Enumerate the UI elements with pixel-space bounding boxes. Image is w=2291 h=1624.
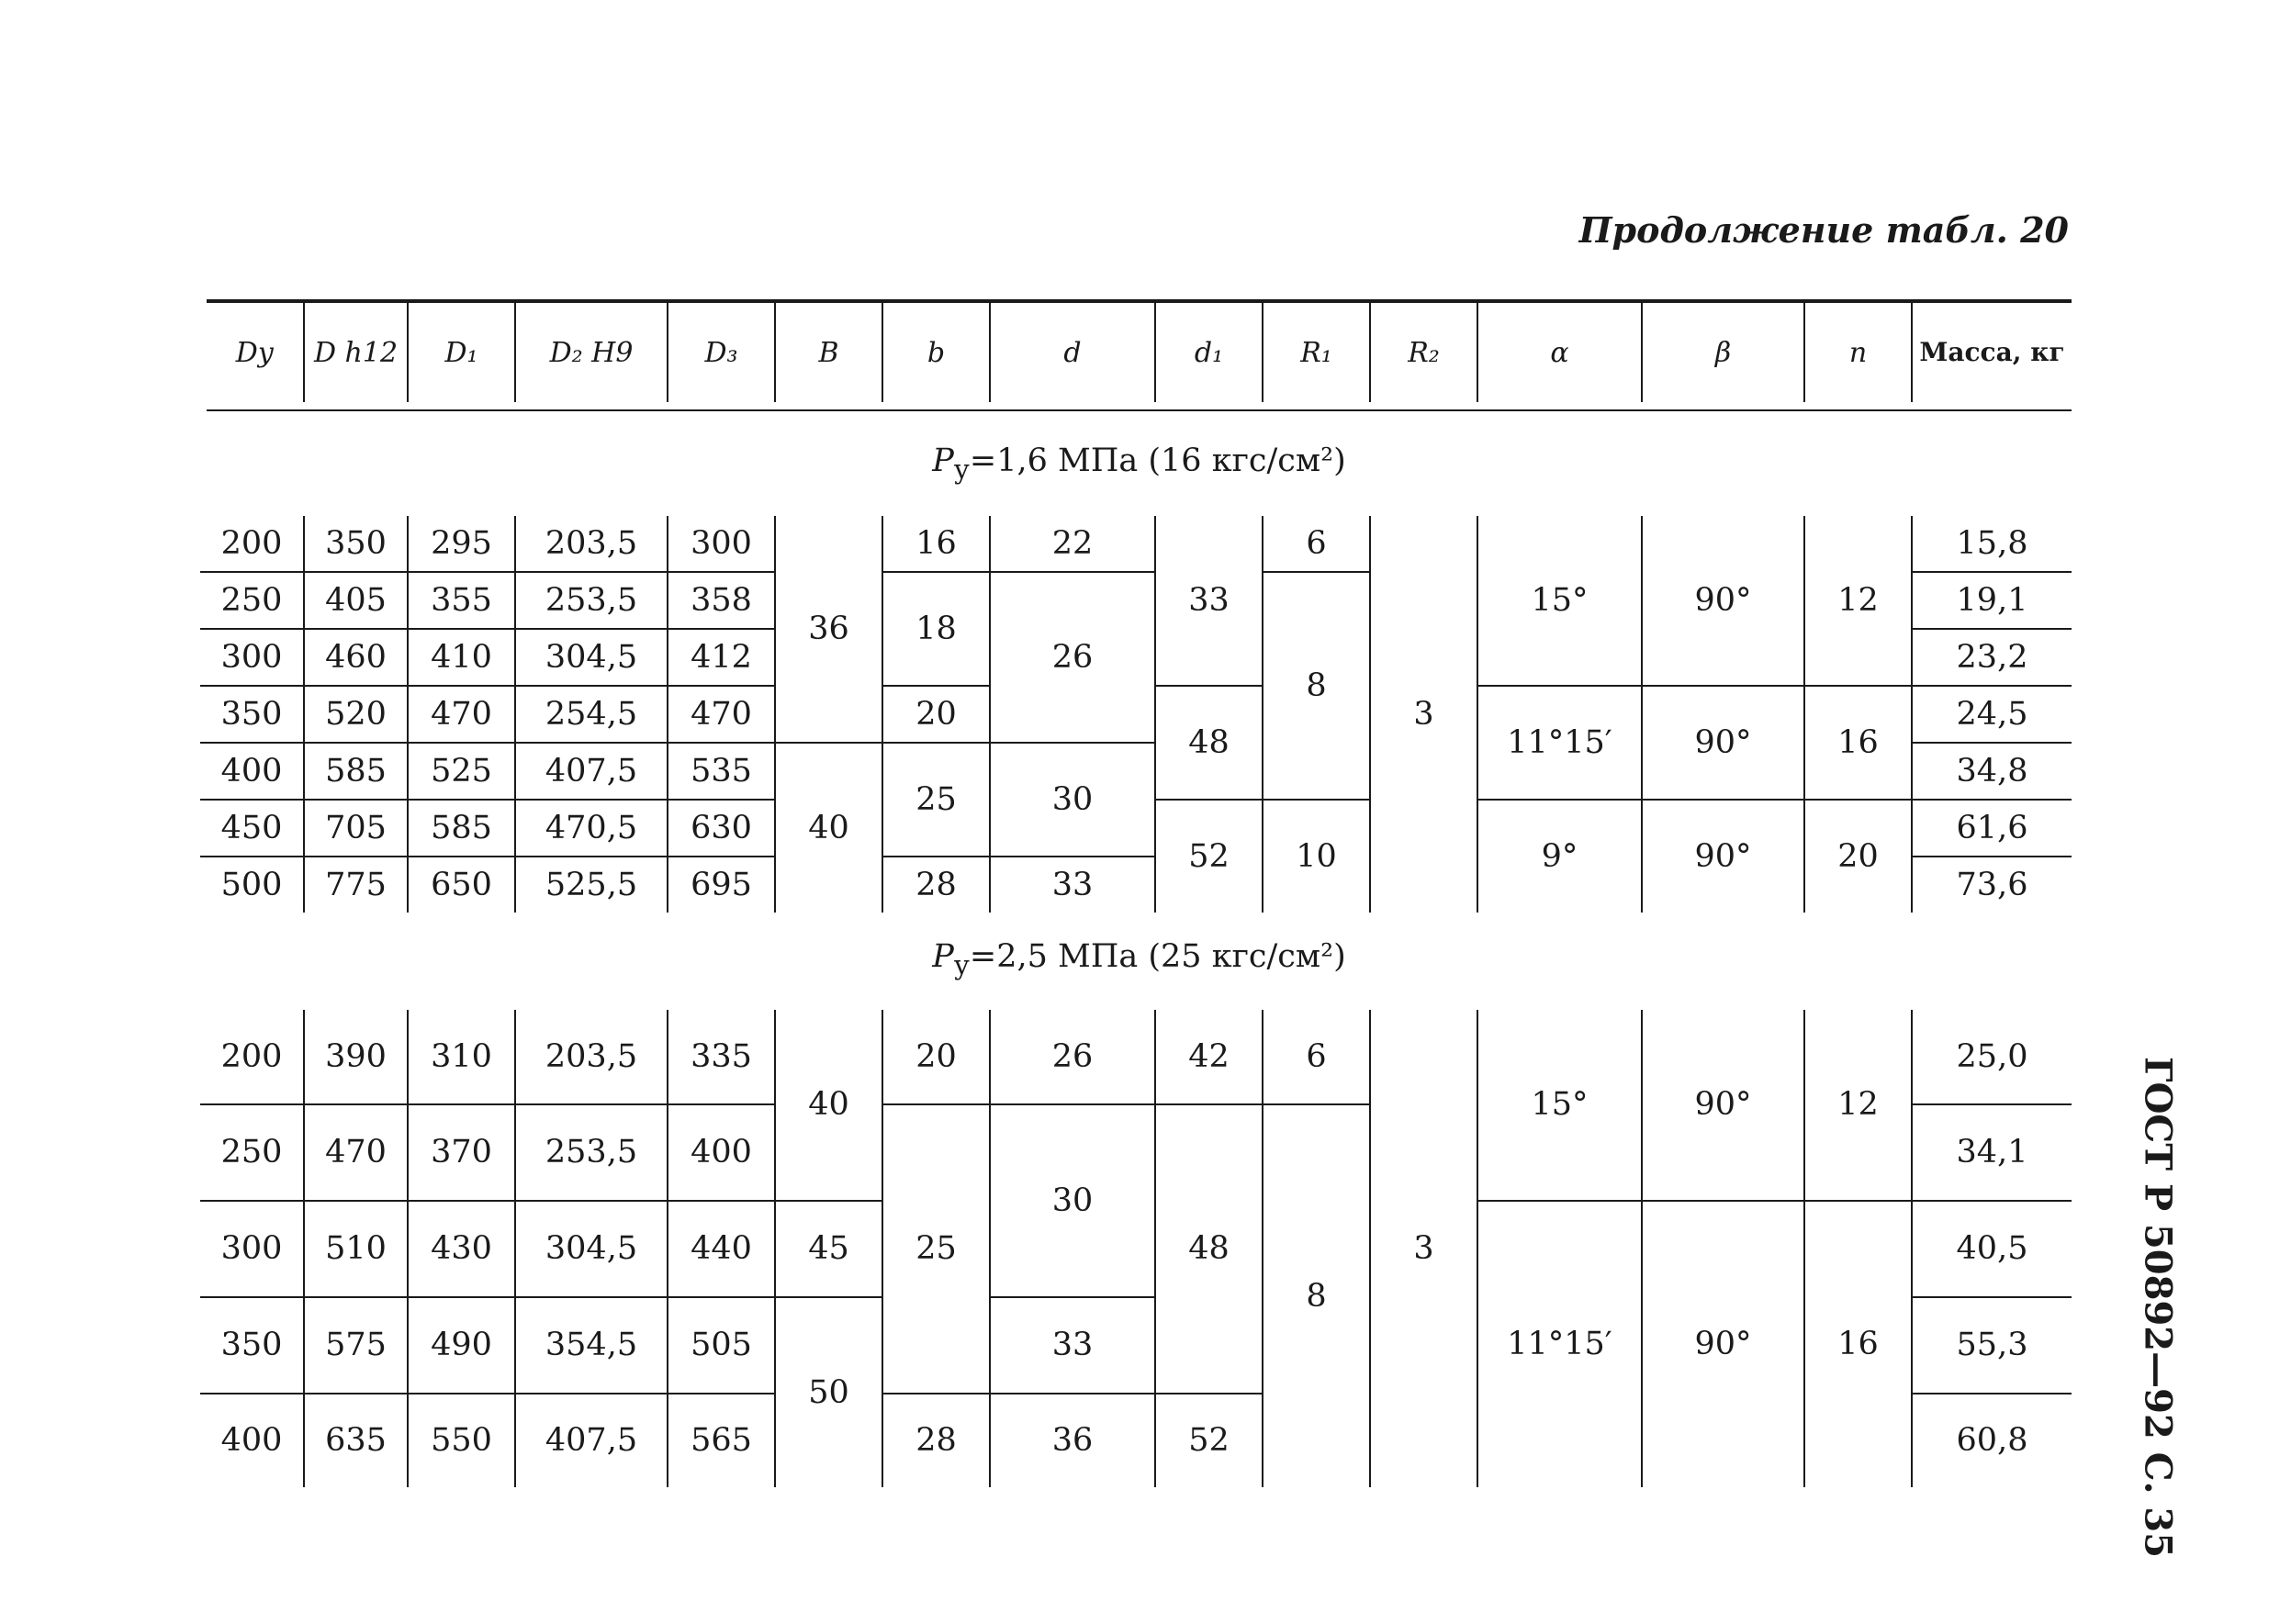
cell-d1-small: 52	[1155, 800, 1263, 913]
cell-r2: 3	[1370, 1010, 1477, 1487]
cell-dy: 500	[200, 857, 304, 913]
cell-d-h12: 635	[304, 1394, 408, 1488]
cell-d-h12: 405	[304, 572, 408, 629]
col-header-mass: Масса, кг	[1912, 303, 2072, 402]
section-title-sub: у	[953, 949, 970, 980]
cell-d1: 295	[408, 516, 515, 572]
cell-mass: 40,5	[1912, 1201, 2072, 1297]
cell-d-h12: 775	[304, 857, 408, 913]
cell-d3: 505	[668, 1297, 775, 1394]
cell-beta: 90°	[1642, 800, 1804, 913]
document-id-vertical	[2112, 1056, 2204, 1559]
col-header-beta: β	[1642, 303, 1804, 402]
table-row	[200, 516, 2072, 572]
table-caption: Продолжение табл. 20	[1578, 209, 2069, 251]
cell-d3: 535	[668, 743, 775, 800]
col-header-b-upper: B	[775, 303, 882, 402]
cell-b-upper: 40	[775, 743, 882, 913]
section-title-rest: =2,5 МПа (25 кгс/см²)	[969, 938, 1346, 975]
cell-n: 16	[1804, 1201, 1912, 1488]
cell-b-upper: 50	[775, 1297, 882, 1488]
section-title-sub: у	[953, 454, 970, 485]
cell-d3: 695	[668, 857, 775, 913]
cell-n: 12	[1804, 1010, 1912, 1201]
cell-dy: 200	[220, 524, 283, 562]
cell-d1-small: 48	[1155, 686, 1263, 800]
cell-b-upper: 36	[775, 516, 882, 743]
cell-b-upper: 40	[775, 1010, 882, 1201]
cell-alpha: 15°	[1477, 1010, 1642, 1201]
cell-r2: 3	[1370, 516, 1477, 913]
col-header-b-lower: b	[882, 303, 990, 402]
cell-d1: 650	[408, 857, 515, 913]
cell-d1: 525	[408, 743, 515, 800]
document-id-text: ГОСТ Р 50892—92 С. 35	[2136, 1056, 2180, 1559]
section-title-25	[207, 938, 2072, 980]
cell-d1: 490	[408, 1297, 515, 1394]
cell-d: 33	[990, 857, 1155, 913]
cell-d3: 335	[668, 1010, 775, 1104]
cell-d: 26	[990, 572, 1155, 743]
col-header-d3: D₃	[668, 303, 775, 402]
col-header-dy: Dу	[235, 336, 275, 369]
cell-d: 33	[990, 1297, 1155, 1394]
cell-b-lower: 20	[882, 686, 990, 743]
cell-d3: 400	[668, 1104, 775, 1201]
cell-mass: 19,1	[1912, 572, 2072, 629]
header-bottom-rule	[207, 409, 2072, 411]
section-title-16	[207, 442, 2072, 485]
cell-d-h12: 350	[304, 516, 408, 572]
header-row	[207, 303, 2072, 402]
cell-n: 20	[1804, 800, 1912, 913]
cell-d2-h9: 354,5	[515, 1297, 668, 1394]
cell-mass: 34,8	[1912, 743, 2072, 800]
cell-d1: 355	[408, 572, 515, 629]
cell-d1: 470	[408, 686, 515, 743]
cell-d1-small: 48	[1155, 1104, 1263, 1394]
cell-r1: 6	[1263, 1010, 1370, 1104]
cell-dy: 400	[200, 743, 304, 800]
cell-d-h12: 705	[304, 800, 408, 857]
section-title-p: P	[932, 442, 954, 479]
cell-r1: 8	[1263, 1104, 1370, 1488]
cell-d3: 440	[668, 1201, 775, 1297]
cell-b-upper: 45	[775, 1201, 882, 1297]
cell-d: 36	[990, 1394, 1155, 1488]
col-header-d: d	[990, 303, 1155, 402]
cell-mass: 60,8	[1912, 1394, 2072, 1488]
cell-d1: 585	[408, 800, 515, 857]
cell-b-lower: 25	[882, 1104, 990, 1394]
cell-mass: 23,2	[1912, 629, 2072, 686]
cell-d3: 412	[668, 629, 775, 686]
cell-d3: 565	[668, 1394, 775, 1488]
cell-beta: 90°	[1642, 1201, 1804, 1488]
cell-d2-h9: 304,5	[515, 1201, 668, 1297]
cell-dy: 350	[200, 1297, 304, 1394]
cell-mass: 73,6	[1912, 857, 2072, 913]
cell-d-h12: 575	[304, 1297, 408, 1394]
cell-d3: 300	[668, 516, 775, 572]
table-section-25	[200, 1010, 2072, 1487]
cell-alpha: 15°	[1477, 516, 1642, 686]
cell-beta: 90°	[1642, 686, 1804, 800]
cell-dy: 300	[200, 629, 304, 686]
cell-d1-small: 52	[1155, 1394, 1263, 1488]
cell-b-lower: 28	[882, 857, 990, 913]
cell-d-h12: 520	[304, 686, 408, 743]
cell-dy: 350	[200, 686, 304, 743]
cell-alpha: 9°	[1477, 800, 1642, 913]
cell-n: 12	[1804, 516, 1912, 686]
cell-d2-h9: 253,5	[515, 572, 668, 629]
cell-d-h12: 510	[304, 1201, 408, 1297]
cell-d1-small: 42	[1155, 1010, 1263, 1104]
cell-d: 22	[990, 516, 1155, 572]
cell-dy: 250	[200, 572, 304, 629]
cell-d: 30	[990, 1104, 1155, 1297]
cell-d2-h9: 203,5	[515, 516, 668, 572]
cell-d2-h9: 254,5	[515, 686, 668, 743]
cell-b-lower: 18	[882, 572, 990, 686]
cell-mass: 61,6	[1912, 800, 2072, 857]
cell-d2-h9: 407,5	[515, 1394, 668, 1488]
table-row	[200, 1010, 2072, 1104]
cell-d-h12: 585	[304, 743, 408, 800]
col-header-d2-h9: D₂ H9	[515, 303, 668, 402]
cell-beta: 90°	[1642, 516, 1804, 686]
cell-d3: 358	[668, 572, 775, 629]
cell-mass: 24,5	[1912, 686, 2072, 743]
cell-d2-h9: 407,5	[515, 743, 668, 800]
cell-d1: 550	[408, 1394, 515, 1488]
cell-d1: 310	[408, 1010, 515, 1104]
cell-d1: 370	[408, 1104, 515, 1201]
cell-b-lower: 16	[882, 516, 990, 572]
col-header-r2: R₂	[1370, 303, 1477, 402]
cell-dy: 250	[200, 1104, 304, 1201]
cell-r1: 8	[1263, 572, 1370, 801]
cell-mass: 55,3	[1912, 1297, 2072, 1394]
cell-r1: 6	[1263, 516, 1370, 572]
cell-n: 16	[1804, 686, 1912, 800]
col-header-d1: D₁	[408, 303, 515, 402]
cell-d2-h9: 253,5	[515, 1104, 668, 1201]
cell-d2-h9: 203,5	[515, 1010, 668, 1104]
col-header-d-h12: D h12	[304, 303, 408, 402]
cell-b-lower: 28	[882, 1394, 990, 1488]
cell-r1: 10	[1263, 800, 1370, 913]
cell-dy: 300	[200, 1201, 304, 1297]
cell-mass: 25,0	[1912, 1010, 2072, 1104]
cell-b-lower: 25	[882, 743, 990, 857]
col-header-alpha: α	[1477, 303, 1642, 402]
cell-beta: 90°	[1642, 1010, 1804, 1201]
cell-mass: 15,8	[1912, 516, 2072, 572]
cell-d-h12: 390	[304, 1010, 408, 1104]
cell-d1: 430	[408, 1201, 515, 1297]
cell-d: 26	[990, 1010, 1155, 1104]
cell-d-h12: 460	[304, 629, 408, 686]
section-title-rest: =1,6 МПа (16 кгс/см²)	[969, 442, 1346, 479]
cell-mass: 34,1	[1912, 1104, 2072, 1201]
cell-d3: 470	[668, 686, 775, 743]
cell-alpha: 11°15′	[1477, 1201, 1642, 1488]
cell-d2-h9: 525,5	[515, 857, 668, 913]
cell-b-lower: 20	[882, 1010, 990, 1104]
cell-d3: 630	[668, 800, 775, 857]
cell-dy: 450	[200, 800, 304, 857]
cell-d1-small: 33	[1155, 516, 1263, 686]
cell-d2-h9: 470,5	[515, 800, 668, 857]
cell-d2-h9: 304,5	[515, 629, 668, 686]
table-header	[207, 303, 2072, 402]
cell-alpha: 11°15′	[1477, 686, 1642, 800]
cell-dy: 200	[220, 1037, 283, 1075]
section-title-p: P	[932, 938, 954, 975]
table-section-16	[200, 516, 2072, 913]
cell-d: 30	[990, 743, 1155, 857]
cell-dy: 400	[200, 1394, 304, 1488]
cell-d-h12: 470	[304, 1104, 408, 1201]
col-header-r1: R₁	[1263, 303, 1370, 402]
col-header-n: n	[1804, 303, 1912, 402]
cell-d1: 410	[408, 629, 515, 686]
col-header-d1-small: d₁	[1155, 303, 1263, 402]
